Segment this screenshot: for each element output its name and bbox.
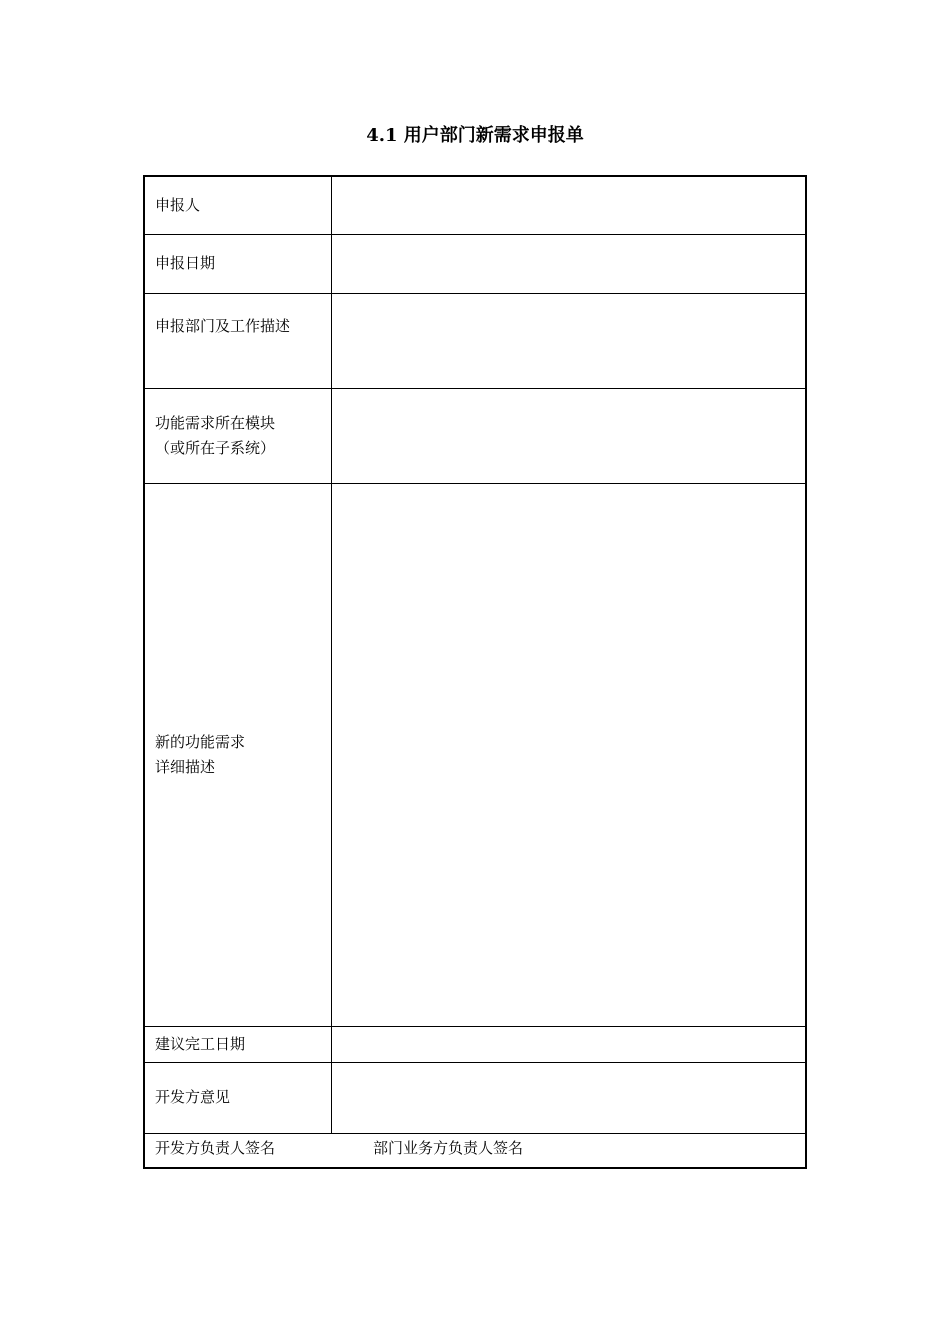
row-applicant bbox=[144, 176, 806, 234]
detail-label-line2: 详细描述 bbox=[155, 757, 216, 776]
row-date bbox=[144, 234, 806, 293]
row-developer-opinion bbox=[144, 1062, 806, 1133]
applicant-label: 申报人 bbox=[144, 176, 331, 234]
department-sign-label: 部门业务方负责人签名 bbox=[373, 1138, 524, 1157]
date-field[interactable] bbox=[331, 234, 806, 293]
detail-field[interactable] bbox=[331, 483, 806, 1026]
completion-date-field[interactable] bbox=[331, 1026, 806, 1062]
developer-opinion-field[interactable] bbox=[331, 1062, 806, 1133]
completion-date-label: 建议完工日期 bbox=[144, 1026, 331, 1062]
department-field[interactable] bbox=[331, 293, 806, 388]
row-department bbox=[144, 293, 806, 388]
module-label bbox=[144, 388, 331, 483]
detail-label bbox=[144, 483, 331, 1026]
document-title: 4.1 用户部门新需求申报单 bbox=[366, 125, 584, 146]
row-module bbox=[144, 388, 806, 483]
developer-opinion-label: 开发方意见 bbox=[144, 1062, 331, 1133]
developer-sign-label: 开发方负责人签名 bbox=[155, 1138, 276, 1157]
module-label-line1: 功能需求所在模块 bbox=[155, 413, 276, 432]
date-label: 申报日期 bbox=[144, 234, 331, 293]
signature-cell bbox=[144, 1133, 806, 1168]
requirement-form-table bbox=[143, 175, 807, 1169]
department-label: 申报部门及工作描述 bbox=[144, 293, 331, 388]
module-field[interactable] bbox=[331, 388, 806, 483]
row-completion-date bbox=[144, 1026, 806, 1062]
module-label-line2: （或所在子系统） bbox=[155, 438, 276, 457]
row-signatures bbox=[144, 1133, 806, 1168]
detail-label-line1: 新的功能需求 bbox=[155, 732, 246, 751]
applicant-field[interactable] bbox=[331, 176, 806, 234]
row-detail bbox=[144, 483, 806, 1026]
